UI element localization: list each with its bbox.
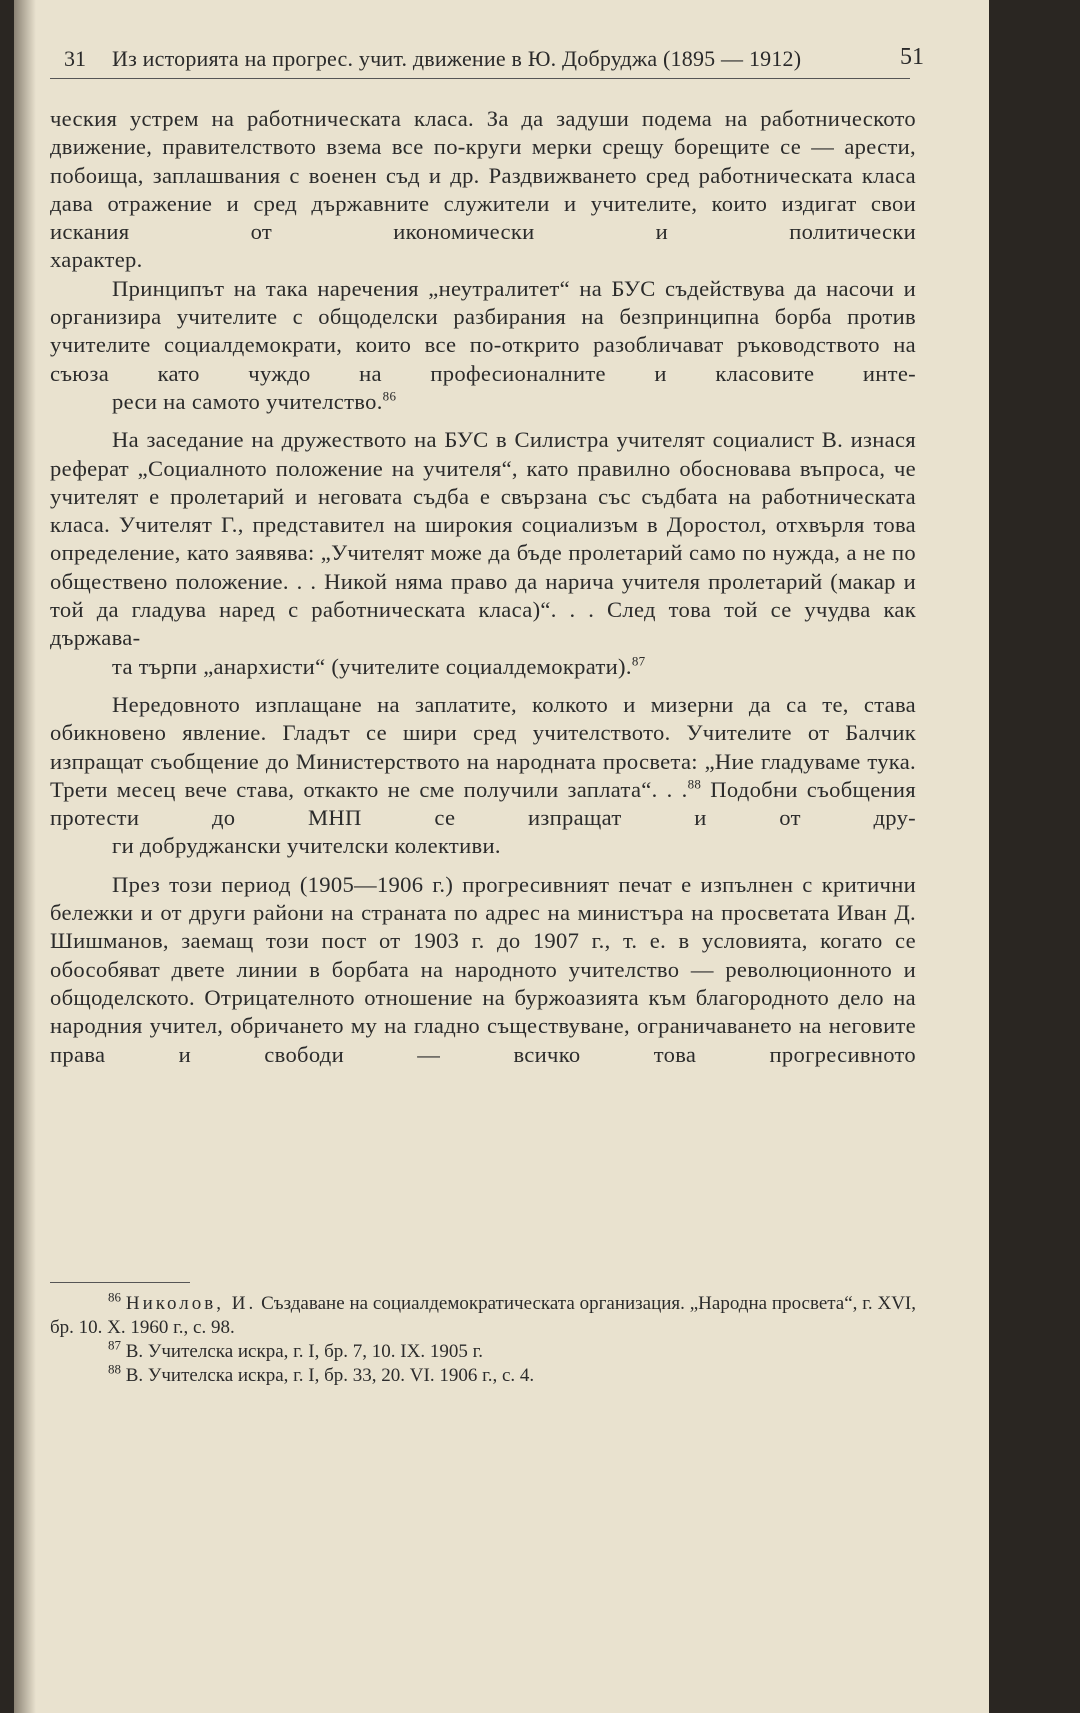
paragraph-2 — [50, 275, 916, 416]
running-header — [64, 42, 924, 76]
footnote-86: $^{86}$ Николов, И. Създаване на социалдемократическата организация. „Народна просвета“, г. XVI, бр. 10. X. 1960 г., с. 98. — [50, 1289, 917, 1338]
paragraph-2-last-line: реси на самото учителство.$^{86}$ — [112, 388, 397, 414]
footnote-88-text: В. Учителска искра, г. I, бр. 33, 20. VI. 1906 г., с. 4. — [125, 1365, 535, 1386]
page-number: 51 — [900, 44, 924, 70]
footnote-ref-87[interactable]: 87 — [631, 653, 646, 669]
footnote-ref-88[interactable]: 88 — [687, 776, 702, 792]
footnote-ref-86[interactable]: 86 — [382, 388, 397, 404]
paragraph-1 — [50, 105, 916, 275]
footnote-86-text: Създаване на социалдемократическата организация. „Народна просвета“, г. XVI, бр. 10. X. 1960 г., с. 98. — [50, 1293, 917, 1338]
paragraph-1-last-line: характер. — [50, 247, 143, 273]
header-rule — [50, 78, 910, 79]
footnote-rule — [50, 1282, 190, 1283]
paragraph-4-last-line: ги добруджански учителски колективи. — [112, 833, 501, 859]
header-section-number: 31 — [64, 46, 86, 71]
paragraph-4 — [50, 691, 916, 861]
body-text — [50, 105, 916, 1069]
paragraph-5-text: През този период (1905—1906 г.) прогресивният печат е изпълнен с критични бележки и от други райони на страната по адрес на министъра на просветата Иван Д. Шишманов, заемащ този пост от 1903 г. до 1907 г., т. е. в условията, когато се обособяват двете линии в борбата на народното учителство — революционното и общоделското. Отрицателното отношение на буржоазията към благородното дело на народния учител, обричането му на гладно съществуване, ограничаването на неговите права и свободи — всичко това прогресивното — [50, 871, 916, 1067]
footnote-88: $^{88}$ В. Учителска искра, г. I, бр. 33, 20. VI. 1906 г., с. 4. — [108, 1361, 535, 1386]
paragraph-1-text: ческия устрем на работническата класа. За да задуши подема на работническото движение, правителството взема все по-круги мерки срещу борещите се — арести, побоища, заплашвания с военен съд и др. Раздвижването сред работническата класа дава отражение и сред държавните служители и учителите, които издигат свои искания от икономически и политически — [50, 106, 916, 245]
header-title: Из историята на прогрес. учит. движение в Ю. Добруджа (1895 — 1912) — [112, 46, 802, 71]
paragraph-3 — [50, 426, 916, 681]
footnote-87-text: В. Учителска искра, г. I, бр. 7, 10. IX. 1905 г. — [125, 1341, 483, 1362]
footnotes — [50, 1289, 917, 1388]
paragraph-4-text-2: Подобни съобщения протести до МНП се изпращат и от дру- — [50, 776, 916, 831]
binding-shadow — [14, 0, 36, 1713]
paragraph-4-text: Нередовното изплащане на заплатите, колкото и мизерни да са те, става обикновено явление. Гладът се шири сред учителството. Учителите от Балчик изпращат съобщение до Министерството на народната просвета: „Ние гладуваме тука. Трети месец вече става, откакто не сме получили заплата“. . . — [50, 691, 916, 802]
paragraph-2-text: Принципът на така наречения „неутралитет“ на БУС съдействува да насочи и организира учителите с общоделски разбирания на безпринципна борба против учителите социалдемократи, които все по-открито разобличават ръководството на съюза като чуждо на професионалните и класовите инте- — [50, 275, 916, 386]
footnote-86-author: Николов, И. — [125, 1293, 257, 1314]
paragraph-3-last-line: та търпи „анархисти“ (учителите социалдемократи).$^{87}$ — [112, 653, 646, 679]
paragraph-3-text: На заседание на дружеството на БУС в Силистра учителят социалист В. изнася реферат „Социалното положение на учителя“, като правилно обосновава въпроса, че учителят е пролетарий и неговата съдба е свързана със съдбата на работническата класа. Учителят Г., представител на широкия социализъм в Доростол, отхвърля това определение, като заявява: „Учителят може да бъде пролетарий само по нужда, а не по обществено положение. . . Никой няма право да нарича учителя пролетарий (макар и той да гладува наред с работническата класа)“. . . След това той се учудва как държава- — [50, 427, 916, 651]
footnote-87: $^{87}$ В. Учителска искра, г. I, бр. 7, 10. IX. 1905 г. — [108, 1337, 483, 1362]
paragraph-5 — [50, 871, 916, 1069]
